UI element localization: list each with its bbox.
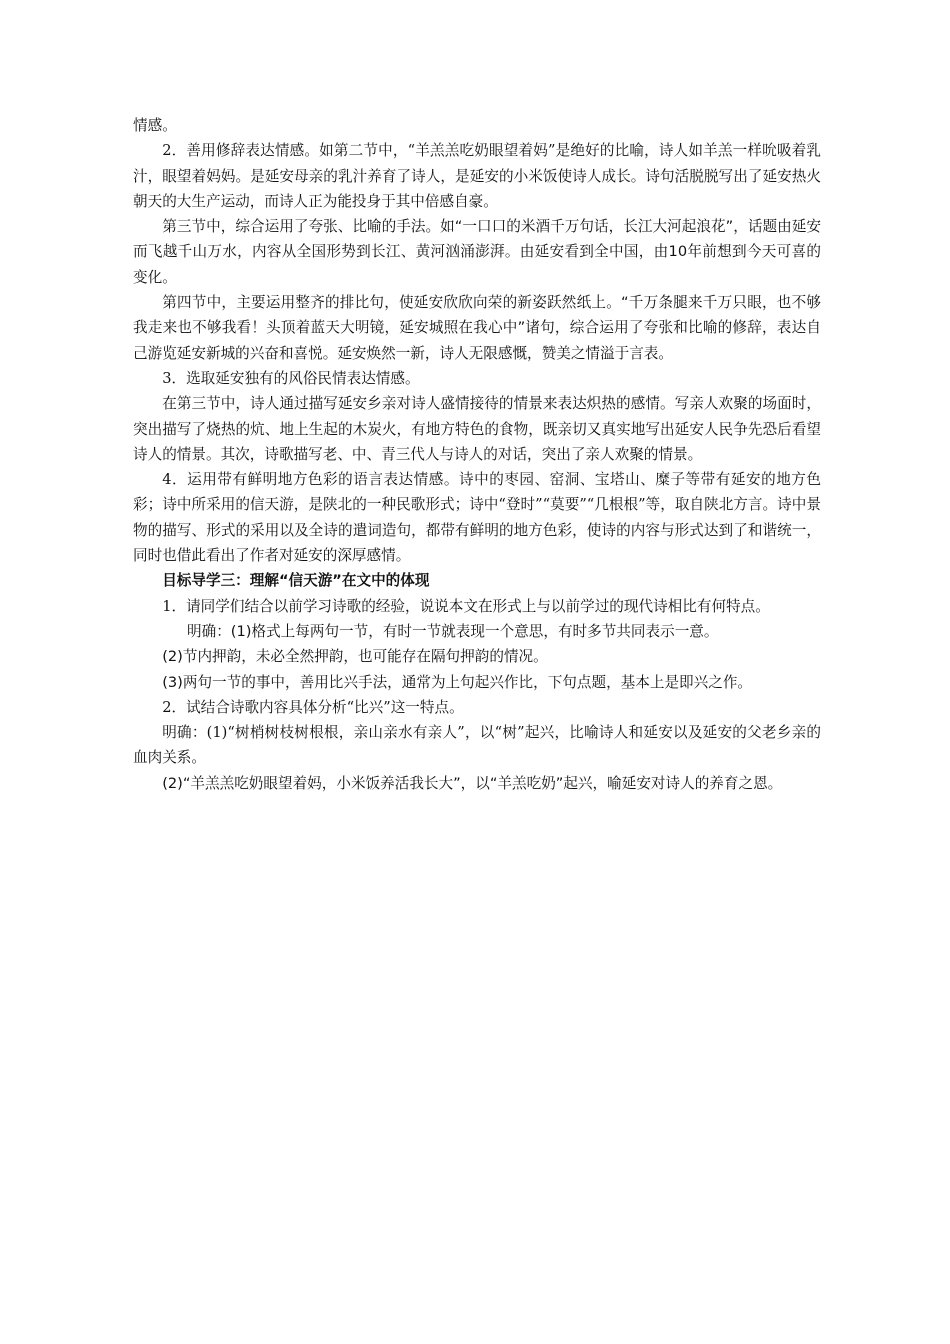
answer-one-part-three: (3)两句一节的事中，善用比兴手法，通常为上句起兴作比，下句点题，基本上是即兴之作。 [162, 673, 753, 691]
question-one: 1．请同学们结合以前学习诗歌的经验，说说本文在形式上与以前学过的现代诗相比有何特点。 [162, 597, 770, 615]
paragraph-section-four: 第四节中，主要运用整齐的排比句，使延安欣欣向荣的新姿跃然纸上。“千万条腿来千万只眼，也不够我走来也不够我看！头顶着蓝天大明镜，延安城照在我心中”诸句，综合运用了夸张和比喻的修辞，表达自己游览延安新城的兴奋和喜悦。延安焕然一新，诗人无限感慨，赞美之情溢于言表。 [133, 294, 821, 362]
question-two: 2．试结合诗歌内容具体分析“比兴”这一特点。 [162, 698, 464, 716]
paragraph-folk-customs-point: 3．选取延安独有的风俗民情表达情感。 [162, 369, 420, 387]
paragraph-local-language-point: 4．运用带有鲜明地方色彩的语言表达情感。诗中的枣园、窑洞、宝塔山、糜子等带有延安的地方色彩；诗中所采用的信天游，是陕北的一种民歌形式；诗中“登时”“莫要”“几根根”等，取自陕北方言。诗中景物的描写、形式的采用以及全诗的遣词造句，都带有鲜明的地方色彩，使诗的内容与形式达到了和谐统一，同时也借此看出了作者对延安的深厚感情。 [133, 471, 821, 565]
answer-two-part-two: (2)“羊羔羔吃奶眼望着妈，小米饭养活我长大”，以“羊羔吃奶”起兴，喻延安对诗人的养育之恩。 [162, 774, 783, 792]
paragraph-folk-customs-detail: 在第三节中，诗人通过描写延安乡亲对诗人盛情接待的情景来表达炽热的感情。写亲人欢聚的场面时，突出描写了烧热的炕、地上生起的木炭火，有地方特色的食物，既亲切又真实地写出延安人民争先恐后看望诗人的情景。其次，诗歌描写老、中、青三代人与诗人的对话，突出了亲人欢聚的情景。 [133, 395, 821, 463]
answer-two-part-one: 明确：(1)“树梢树枝树根根，亲山亲水有亲人”，以“树”起兴，比喻诗人和延安以及延安的父老乡亲的血肉关系。 [133, 724, 821, 767]
document-body [133, 113, 821, 796]
answer-one-part-two: (2)节内押韵，未必全然押韵，也可能存在隔句押韵的情况。 [162, 648, 548, 666]
paragraph-rhetoric-point: 2．善用修辞表达情感。如第二节中，“羊羔羔吃奶眼望着妈”是绝好的比喻，诗人如羊羔一样吮吸着乳汁，眼望着妈妈。是延安母亲的乳汁养育了诗人，是延安的小米饭使诗人成长。诗句活脱脱写出了延安热火朝天的大生产运动，而诗人正为能投身于其中倍感自豪。 [133, 142, 821, 210]
answer-one-part-one: 明确：(1)格式上每两句一节，有时一节就表现一个意思，有时多节共同表示一意。 [187, 622, 719, 640]
section-heading-goal-three: 目标导学三：理解“信天游”在文中的体现 [162, 572, 430, 590]
paragraph-continuation: 情感。 [133, 117, 177, 134]
paragraph-section-three: 第三节中，综合运用了夸张、比喻的手法。如“一口口的米酒千万句话，长江大河起浪花”，话题由延安而飞越千山万水，内容从全国形势到长江、黄河汹涌澎湃。由延安看到全中国，由10年前想到今天可喜的变化。 [133, 218, 821, 286]
